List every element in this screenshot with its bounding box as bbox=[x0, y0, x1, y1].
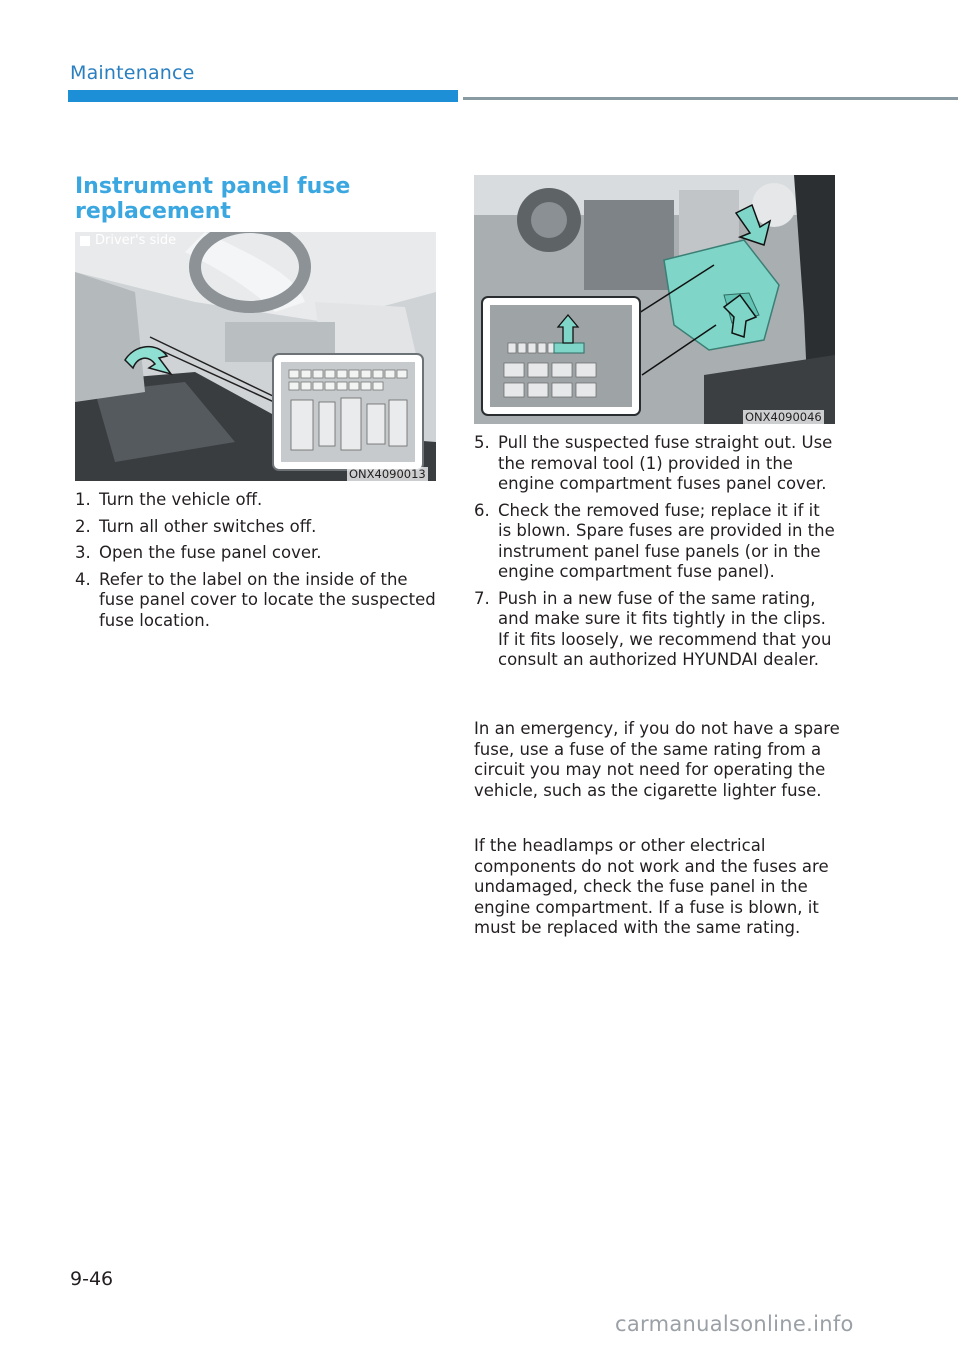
list-item bbox=[474, 501, 836, 583]
step-text: Push in a new fuse of the same rating, and make sure it fits tightly in the clips. If it fits loosely, we recommend that you consult an authorized HYUNDAI dealer. bbox=[498, 588, 832, 669]
step-number: 7. bbox=[474, 588, 490, 608]
step-number: 5. bbox=[474, 433, 490, 452]
step-number: 3. bbox=[75, 543, 91, 562]
list-item bbox=[75, 517, 437, 538]
list-item bbox=[75, 490, 437, 511]
step-text: Refer to the label on the inside of the fuse panel cover to locate the suspected fuse location. bbox=[99, 569, 436, 630]
header-rule bbox=[463, 97, 958, 100]
figure-caption bbox=[80, 233, 176, 248]
header-section-label: Maintenance bbox=[70, 62, 195, 84]
figure-drivers-side bbox=[75, 232, 436, 481]
list-item bbox=[474, 433, 836, 495]
steps-list-right bbox=[474, 433, 836, 677]
engine-bay-illustration bbox=[474, 175, 835, 424]
header-rule-accent bbox=[68, 90, 458, 102]
section-title: Instrument panel fuse replacement bbox=[75, 174, 351, 224]
interior-illustration bbox=[75, 232, 436, 481]
steps-list-left bbox=[75, 490, 437, 637]
list-item bbox=[75, 543, 437, 564]
list-item bbox=[474, 589, 836, 671]
step-number: 2. bbox=[75, 516, 91, 536]
figure-engine-compartment bbox=[474, 175, 835, 424]
step-number: 6. bbox=[474, 500, 490, 520]
list-item bbox=[75, 570, 437, 632]
figure-caption-text: Driver's side bbox=[95, 233, 177, 248]
step-text: Turn the vehicle off. bbox=[99, 490, 263, 509]
page-number: 9-46 bbox=[70, 1268, 114, 1290]
step-text: Open the fuse panel cover. bbox=[99, 543, 322, 562]
step-text: Turn all other switches off. bbox=[99, 516, 317, 536]
watermark: carmanualsonline.info bbox=[615, 1312, 854, 1336]
figure-code-left: ONX4090013 bbox=[349, 467, 426, 481]
step-number: 1. bbox=[75, 490, 91, 509]
emergency-paragraph: In an emergency, if you do not have a spare fuse, use a fuse of the same rating from a circuit you may not need for operating the vehicle, such as the cigarette lighter fuse. bbox=[474, 719, 840, 800]
headlamps-paragraph: If the headlamps or other electrical components do not work and the fuses are undamaged, check the fuse panel in the engine compartment. If a fuse is blown, it must be replaced with the same rating. bbox=[474, 836, 829, 937]
figure-code-right: ONX4090046 bbox=[745, 410, 822, 424]
step-text: Pull the suspected fuse straight out. Use the removal tool (1) provided in the engine compartment fuses panel cover. bbox=[498, 433, 833, 493]
caption-bullet bbox=[80, 236, 90, 246]
step-text: Check the removed fuse; replace it if it is blown. Spare fuses are provided in the instrument panel fuse panels (or in the engine compartment fuse panel). bbox=[498, 500, 835, 581]
step-number: 4. bbox=[75, 569, 91, 589]
